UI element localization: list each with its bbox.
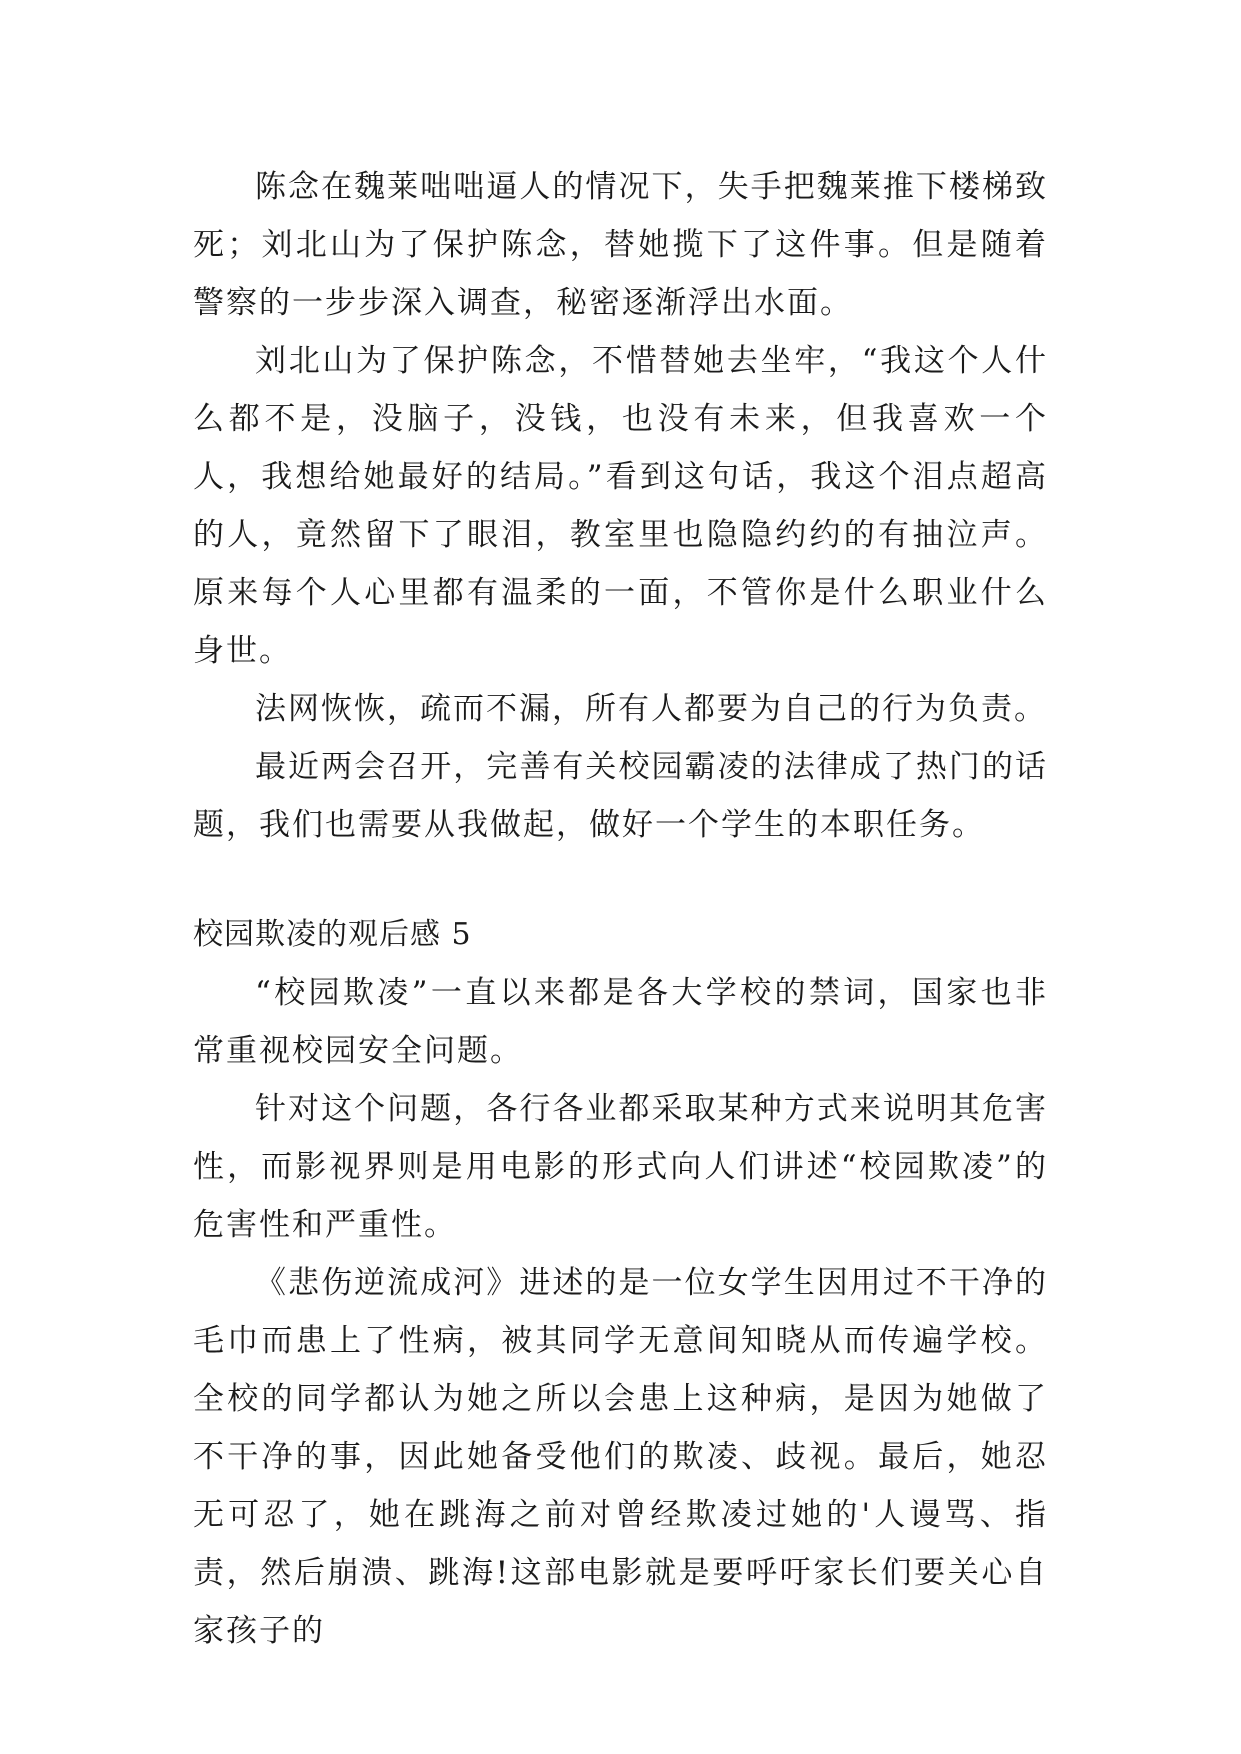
section-heading: 校园欺凌的观后感 5 bbox=[193, 917, 472, 952]
paragraph: 法网恢恢，疏而不漏，所有人都要为自己的行为负责。 bbox=[255, 691, 1047, 727]
paragraph: 最近两会召开，完善有关校园霸凌的法律成了热门的话题，我们也需要从我做起，做好一个学生的本职任务。 bbox=[193, 749, 1048, 843]
paragraph: 陈念在魏莱咄咄逼人的情况下，失手把魏莱推下楼梯致死；刘北山为了保护陈念，替她揽下了这件事。但是随着警察的一步步深入调查，秘密逐渐浮出水面。 bbox=[193, 169, 1048, 321]
paragraph: 刘北山为了保护陈念，不惜替她去坐牢，“我这个人什么都不是，没脑子，没钱，也没有未来，但我喜欢一个人，我想给她最好的结局。”看到这句话，我这个泪点超高的人，竟然留下了眼泪，教室里也隐隐约约的有抽泣声。原来每个人心里都有温柔的一面，不管你是什么职业什么身世。 bbox=[193, 343, 1048, 669]
paragraph: 针对这个问题，各行各业都采取某种方式来说明其危害性，而影视界则是用电影的形式向人们讲述“校园欺凌”的危害性和严重性。 bbox=[193, 1091, 1048, 1243]
paragraph: 《悲伤逆流成河》进述的是一位女学生因用过不干净的毛巾而患上了性病，被其同学无意间知晓从而传遍学校。全校的同学都认为她之所以会患上这种病，是因为她做了不干净的事，因此她备受他们的欺凌、歧视。最后，她忍无可忍了，她在跳海之前对曾经欺凌过她的'人谩骂、指责，然后崩溃、跳海!这部电影就是要呼吁家长们要关心自家孩子的 bbox=[193, 1265, 1048, 1649]
paragraph: “校园欺凌”一直以来都是各大学校的禁词，国家也非常重视校园安全问题。 bbox=[193, 975, 1048, 1069]
document-body bbox=[193, 158, 1048, 1660]
